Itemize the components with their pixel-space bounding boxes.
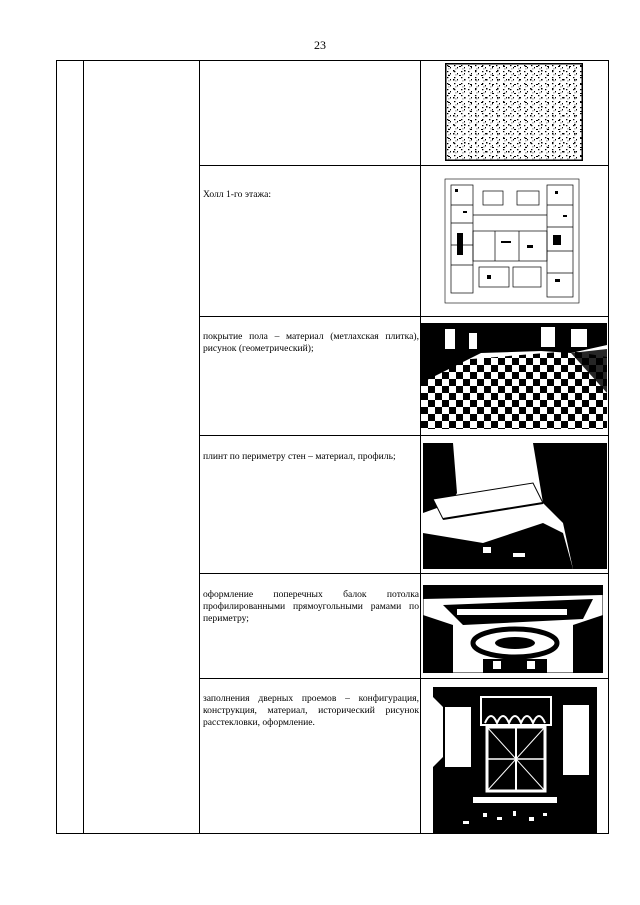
row-divider-5	[199, 678, 608, 679]
floor-plan-drawing	[443, 175, 581, 307]
doorway-photo	[433, 687, 597, 833]
row-text-baseboard: плинт по периметру стен – материал, профиль;	[203, 451, 396, 462]
floor-texture-photo	[445, 63, 583, 161]
column-divider-2	[199, 61, 200, 833]
row-text-doors: заполнения дверных проемов – конфигурация, конструкция, материал, исторический рисунок расстекловки, оформление.	[203, 693, 419, 728]
row-divider-2	[199, 316, 608, 317]
column-divider-1	[83, 61, 84, 833]
row-divider-3	[199, 435, 608, 436]
page-number: 23	[314, 38, 326, 52]
row-text-ceiling: оформление поперечных балок потолка профилированными прямоугольными рамами по периметру;	[203, 589, 419, 624]
row-text-floor: покрытие пола – материал (метлахская плитка), рисунок (геометрический);	[203, 331, 419, 354]
ceiling-beams-photo	[423, 585, 603, 673]
column-divider-3	[420, 61, 421, 833]
row-text-hall: Холл 1-го этажа:	[203, 189, 272, 200]
row-divider-1	[199, 165, 608, 166]
document-table	[56, 60, 609, 834]
wall-baseboard-photo	[423, 443, 607, 569]
checkered-floor-photo	[421, 323, 607, 429]
row-divider-4	[199, 573, 608, 574]
